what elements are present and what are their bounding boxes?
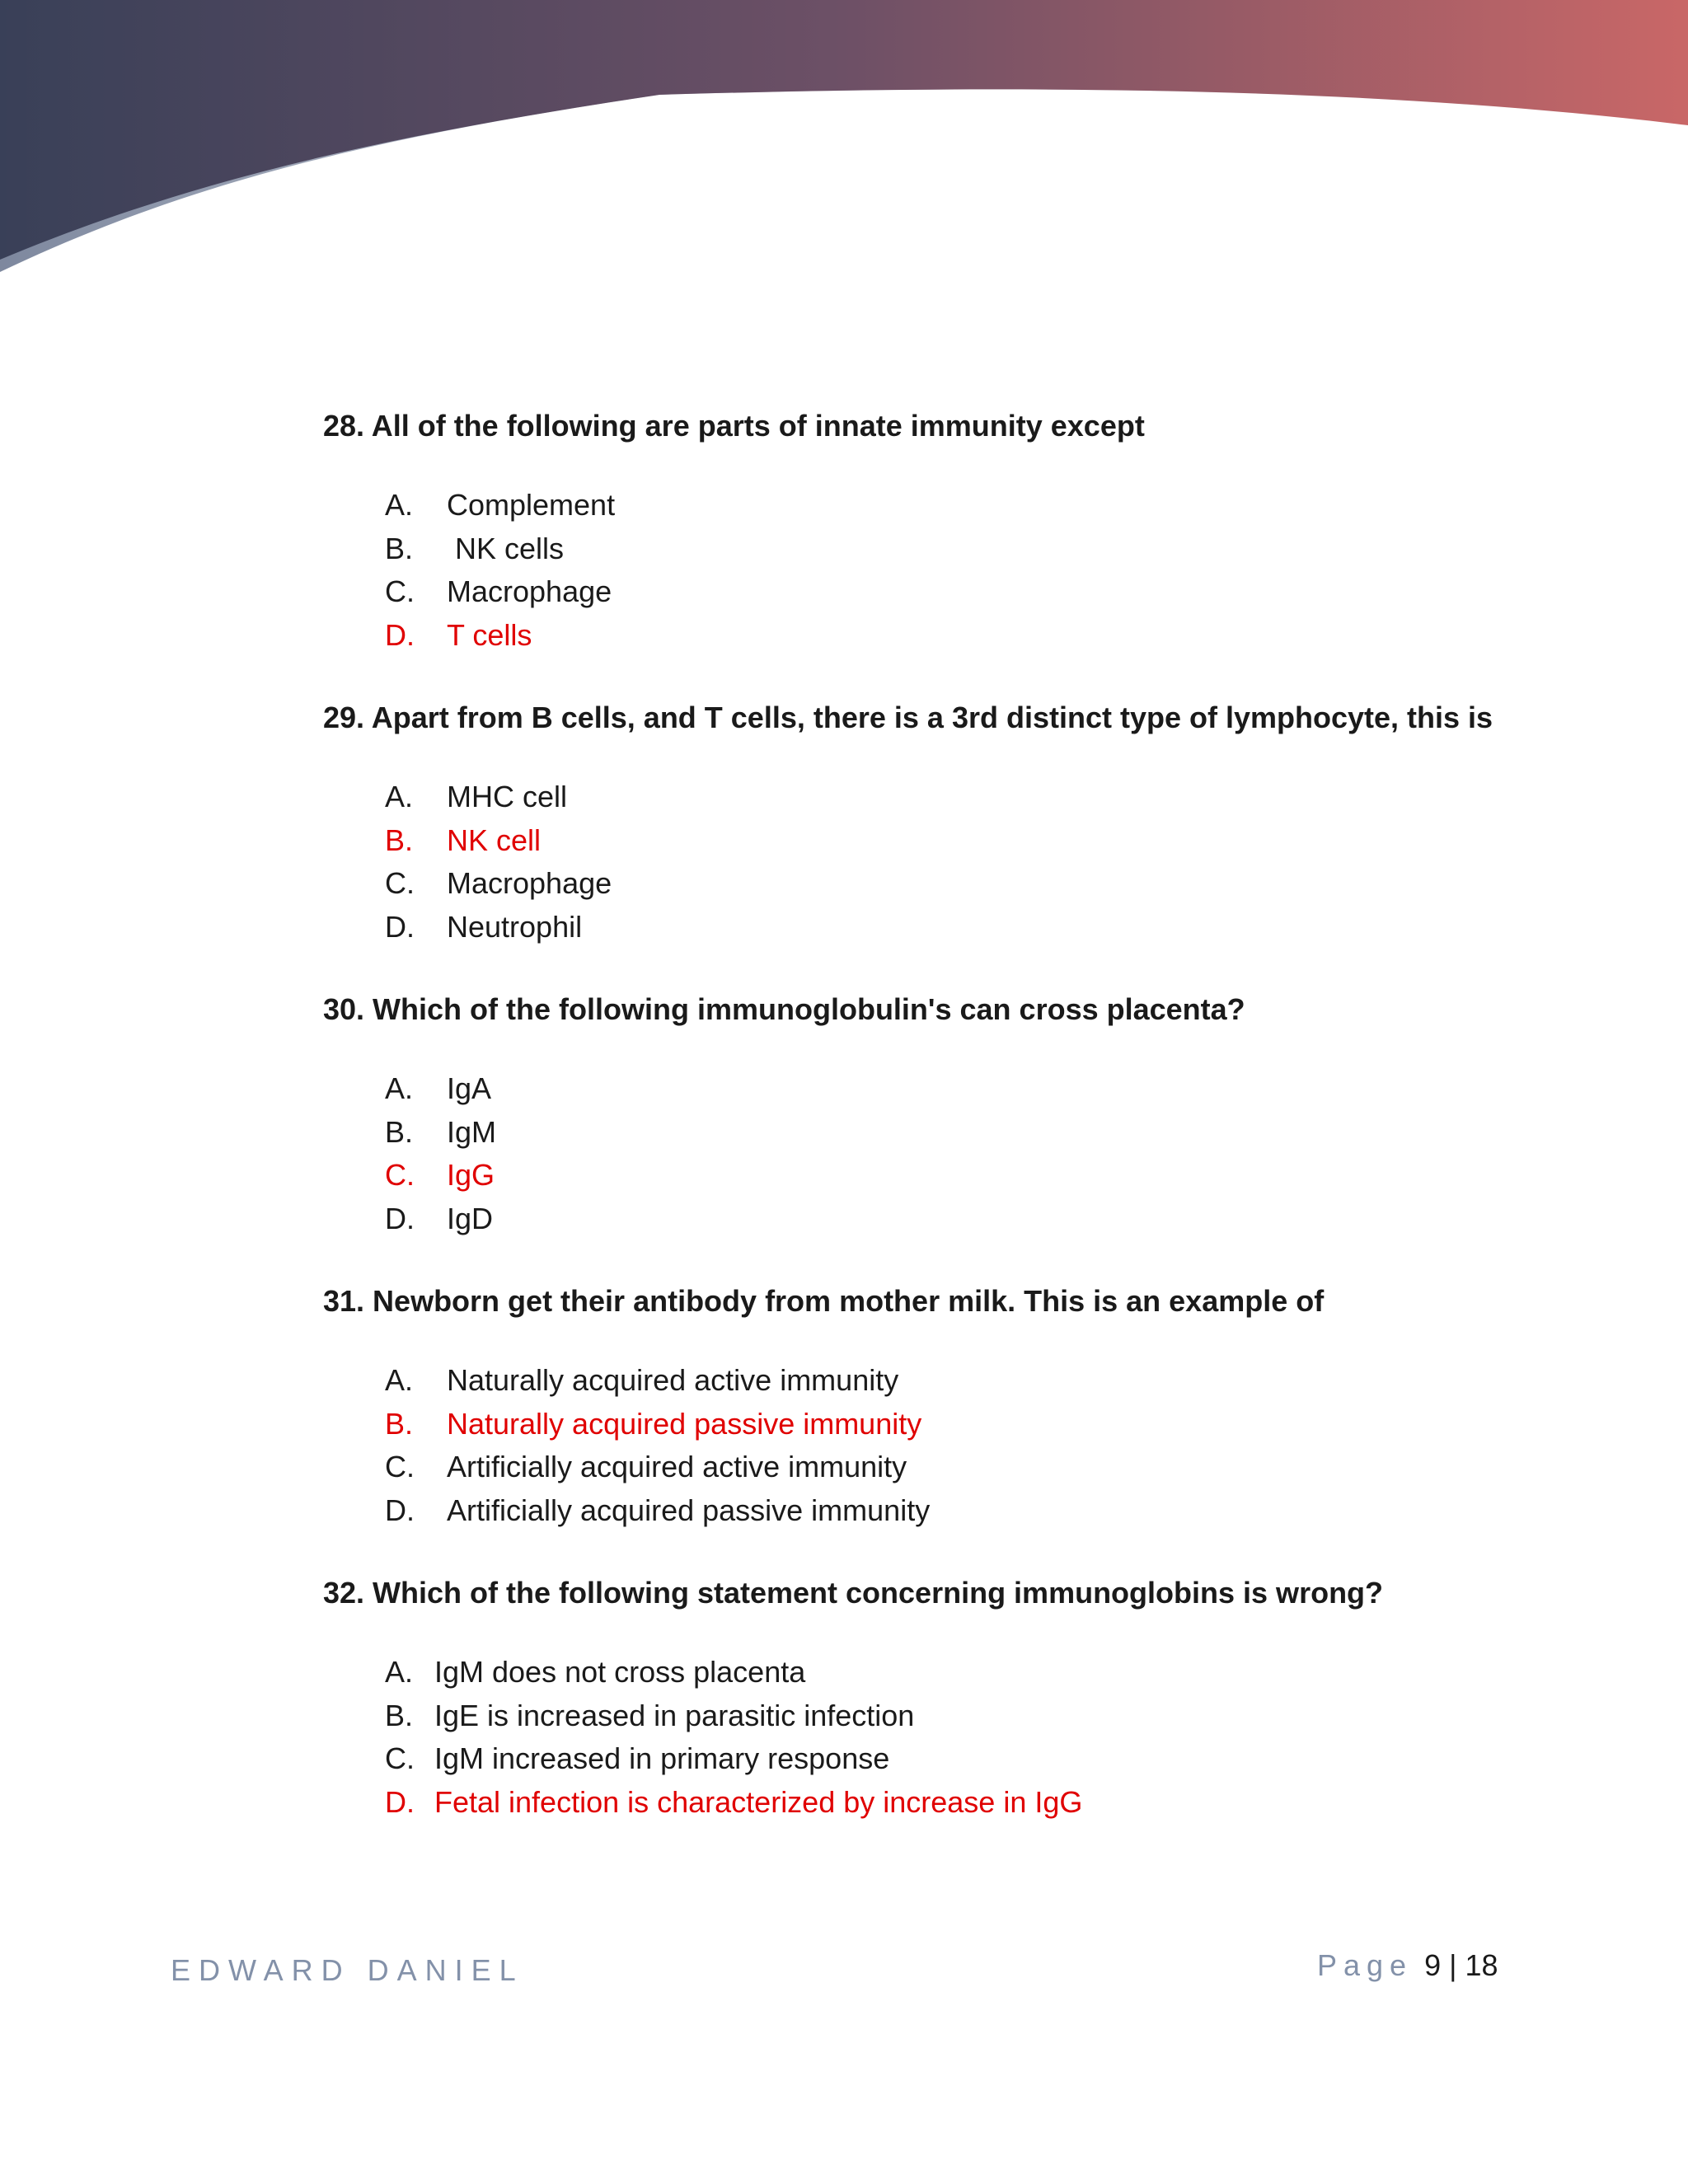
option-letter: B. xyxy=(385,1114,414,1149)
option-text: Fetal infection is characterized by increase in IgG xyxy=(434,1784,1083,1819)
answer-option xyxy=(385,1111,1543,1155)
correct-answer-option xyxy=(385,819,1543,863)
option-text: Complement xyxy=(447,488,616,522)
option-letter: D. xyxy=(385,1784,415,1819)
answer-options xyxy=(323,484,1543,657)
correct-answer-option xyxy=(385,1403,1543,1446)
option-text: T cells xyxy=(447,617,532,652)
option-text: IgG xyxy=(447,1158,495,1192)
question-text: 28. All of the following are parts of innate immunity except xyxy=(323,409,1145,443)
current-page: 9 xyxy=(1424,1948,1442,1982)
option-text: IgM increased in primary response xyxy=(434,1741,890,1775)
option-letter: B. xyxy=(385,1406,414,1441)
option-text: Naturally acquired passive immunity xyxy=(447,1406,922,1441)
answer-option xyxy=(385,1694,1543,1738)
question-text: 29. Apart from B cells, and T cells, there is a 3rd distinct type of lymphocyte, this is xyxy=(323,701,1493,734)
option-text: Artificially acquired passive immunity xyxy=(447,1493,931,1527)
header-wave xyxy=(0,0,1688,280)
answer-option xyxy=(385,1651,1543,1694)
option-letter: C. xyxy=(385,866,415,900)
page-label: Page xyxy=(1317,1948,1414,1982)
answer-options xyxy=(323,1067,1543,1240)
option-letter: B. xyxy=(385,1698,414,1732)
option-letter: B. xyxy=(385,823,414,857)
option-letter: B. xyxy=(385,531,414,565)
question-block xyxy=(323,408,1543,657)
question-list xyxy=(323,408,1543,1867)
option-text: Artificially acquired active immunity xyxy=(447,1450,907,1483)
answer-option xyxy=(385,906,1543,949)
option-letter: D. xyxy=(385,1201,415,1235)
option-letter: A. xyxy=(385,1071,414,1105)
question-block xyxy=(323,1575,1543,1824)
answer-options xyxy=(323,1359,1543,1532)
answer-options xyxy=(323,776,1543,949)
answer-option xyxy=(385,1489,1543,1533)
question-text: 31. Newborn get their antibody from mother milk. This is an example of xyxy=(323,1284,1325,1318)
answer-option xyxy=(385,776,1543,819)
option-letter: A. xyxy=(385,488,414,522)
question-block xyxy=(323,1283,1543,1532)
option-letter: C. xyxy=(385,1741,415,1775)
answer-option xyxy=(385,862,1543,906)
option-letter: D. xyxy=(385,909,415,944)
question-block xyxy=(323,991,1543,1240)
question-block xyxy=(323,700,1543,949)
option-text: IgA xyxy=(447,1071,492,1105)
page-separator: | xyxy=(1449,1948,1457,1982)
option-letter: D. xyxy=(385,1493,415,1527)
option-letter: A. xyxy=(385,1655,414,1689)
page-number-footer xyxy=(1317,1948,1498,1983)
option-text: IgM does not cross placenta xyxy=(434,1655,806,1689)
answer-option xyxy=(385,1067,1543,1111)
option-letter: C. xyxy=(385,1158,415,1192)
option-text: IgD xyxy=(447,1201,494,1235)
question-text: 32. Which of the following statement concerning immunoglobins is wrong? xyxy=(323,1576,1384,1610)
answer-option xyxy=(385,1359,1543,1403)
option-text: IgM xyxy=(447,1114,497,1149)
total-pages: 18 xyxy=(1465,1948,1498,1982)
option-text: IgE is increased in parasitic infection xyxy=(434,1698,915,1732)
option-text: NK cells xyxy=(447,531,565,565)
answer-option xyxy=(385,1446,1543,1489)
answer-options xyxy=(323,1651,1543,1824)
correct-answer-option xyxy=(385,1154,1543,1197)
option-text: Neutrophil xyxy=(447,909,583,944)
answer-option xyxy=(385,570,1543,614)
answer-option xyxy=(385,1197,1543,1241)
answer-option xyxy=(385,484,1543,527)
footer-author: EDWARD DANIEL xyxy=(171,1953,524,1987)
option-letter: C. xyxy=(385,1450,415,1483)
option-letter: A. xyxy=(385,1363,414,1397)
answer-option xyxy=(385,1737,1543,1781)
option-text: Naturally acquired active immunity xyxy=(447,1363,899,1397)
option-letter: A. xyxy=(385,780,414,813)
option-text: MHC cell xyxy=(447,780,568,813)
answer-option xyxy=(385,527,1543,571)
option-letter: D. xyxy=(385,617,415,652)
correct-answer-option xyxy=(385,614,1543,658)
correct-answer-option xyxy=(385,1781,1543,1825)
option-text: NK cell xyxy=(447,823,542,857)
option-text: Macrophage xyxy=(447,866,612,900)
option-letter: C. xyxy=(385,574,415,608)
question-text: 30. Which of the following immunoglobulin's can cross placenta? xyxy=(323,992,1245,1026)
option-text: Macrophage xyxy=(447,574,612,608)
